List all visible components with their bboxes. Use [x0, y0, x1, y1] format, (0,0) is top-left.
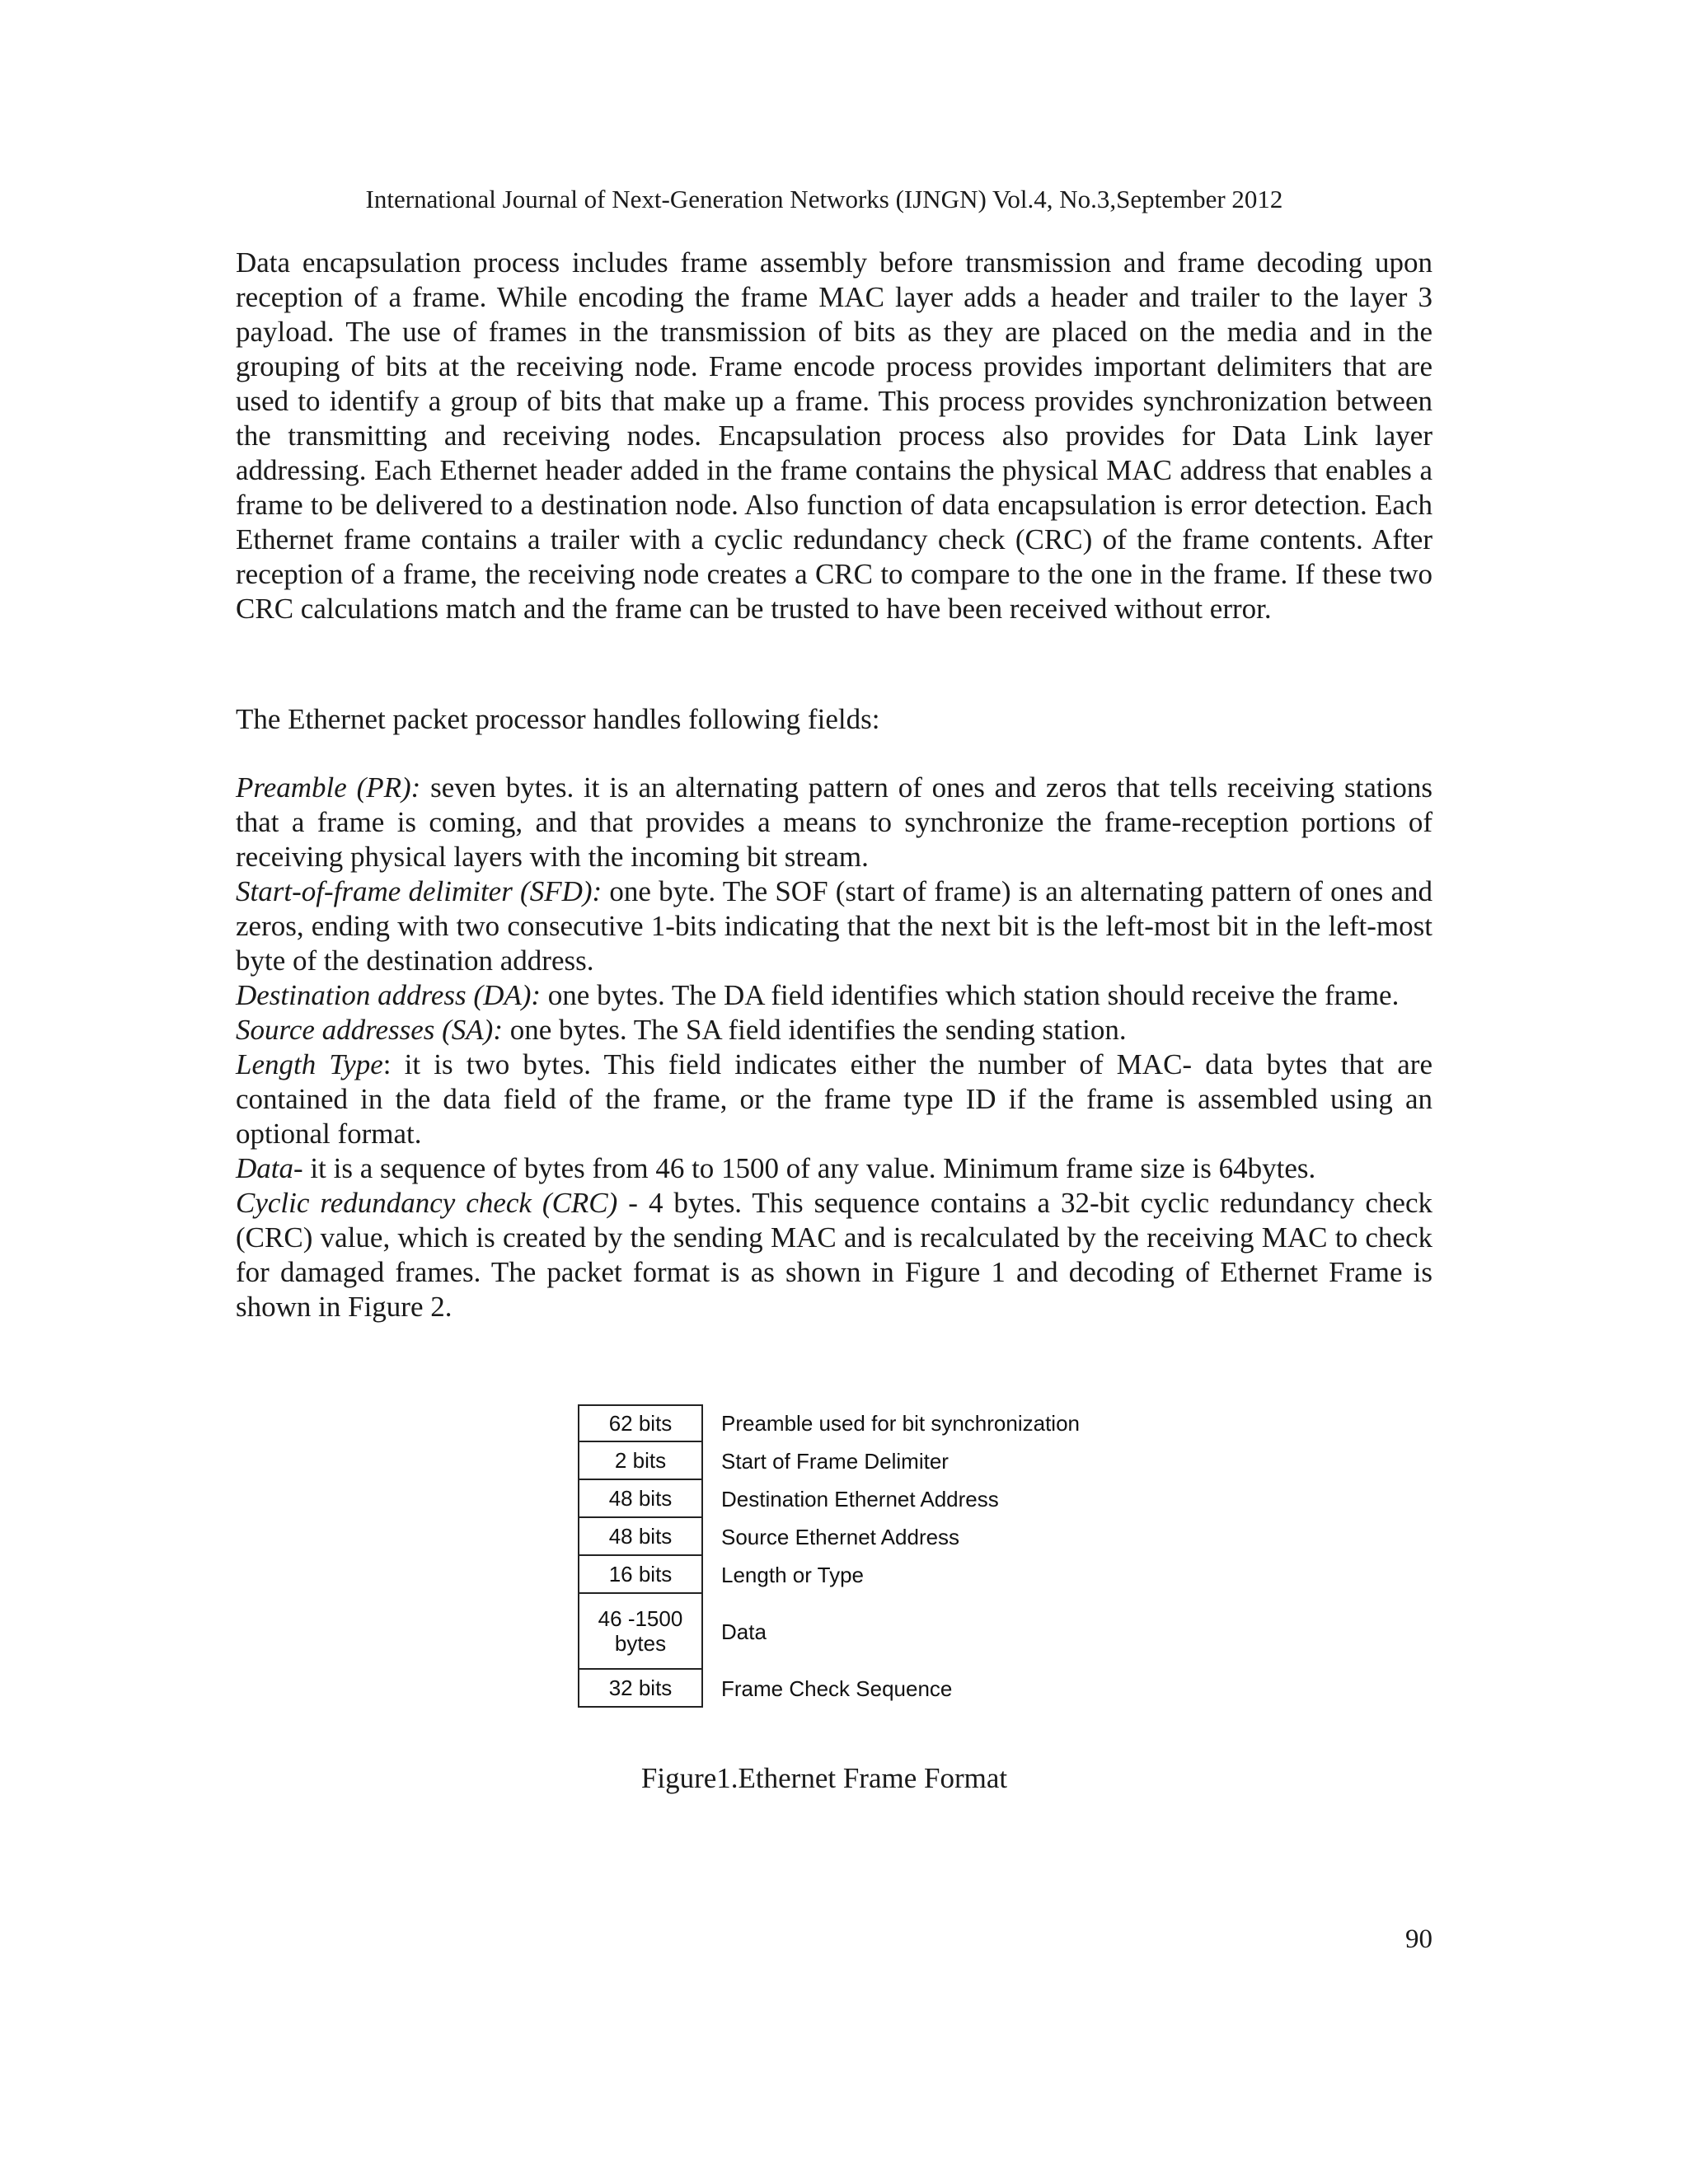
frame-row-destination [578, 1480, 1155, 1518]
paragraph-fields-intro [236, 702, 1432, 737]
ethernet-frame-figure [578, 1404, 1155, 1708]
field-description: one bytes. The SA field identifies the sending station. [503, 1014, 1127, 1046]
frame-bits-cell: 16 bits [578, 1556, 703, 1594]
field-term: Length Type [236, 1048, 383, 1080]
frame-field-label: Start of Frame Delimiter [721, 1448, 949, 1474]
frame-field-label: Frame Check Sequence [721, 1675, 953, 1701]
field-description: one byte. The SOF (start of frame) is an alternating pattern of ones and zeros, ending with two consecutive 1-bits indicating that the next bit is the left-most bit in the left-most byte of the destination address. [236, 875, 1432, 977]
field-destination-address [236, 978, 1432, 1013]
field-preamble [236, 771, 1432, 874]
frame-field-label: Destination Ethernet Address [721, 1486, 999, 1511]
paragraph-text: Data encapsulation process includes frame assembly before transmission and frame decoding upon reception of a frame. While encoding the frame MAC layer adds a header and trailer to the layer 3 payload. The use of frames in the transmission of bits as they are placed on the media and in the grouping of bits at the receiving node. Frame encode process provides important delimiters that are used to identify a group of bits that make up a frame. This process provides synchronization between the transmitting and receiving nodes. Encapsulation process also provides for Data Link layer addressing. Each Ethernet header added in the frame contains the physical MAC address that enables a frame to be delivered to a destination node. Also function of data encapsulation is error detection. Each Ethernet frame contains a trailer with a cyclic redundancy check (CRC) of the frame contents. After reception of a frame, the receiving node creates a CRC to compare to the one in the frame. If these two CRC calculations match and the frame can be trusted to have been received without error. [236, 246, 1432, 625]
paragraph-text: The Ethernet packet processor handles following fields: [236, 703, 880, 735]
field-crc [236, 1186, 1432, 1324]
frame-row-data [578, 1594, 1155, 1670]
field-description: seven bytes. it is an alternating pattern of ones and zeros that tells receiving stations that a frame is coming, and that provides a means to synchronize the frame-reception portions of receiving physical layers with the incoming bit stream. [236, 771, 1433, 873]
running-header: International Journal of Next-Generation Networks (IJNGN) Vol.4, No.3,September 2012 [365, 185, 1283, 213]
field-term: Preamble (PR): [236, 771, 421, 804]
frame-field-label: Data [721, 1619, 767, 1644]
field-definition-list [236, 771, 1432, 1324]
field-term: Start-of-frame delimiter (SFD): [236, 875, 603, 907]
field-source-address [236, 1013, 1432, 1047]
field-data [236, 1151, 1432, 1186]
frame-field-label: Preamble used for bit synchronization [721, 1410, 1081, 1436]
frame-bits-cell: 48 bits [578, 1480, 703, 1518]
field-description: - 4 bytes. This sequence contains a 32-bit cyclic redundancy check (CRC) value, which is created by the sending MAC and is recalculated by the receiving MAC to check for damaged frames. The packet format is as shown in Figure 1 and decoding of Ethernet Frame is shown in Figure 2. [236, 1187, 1433, 1323]
page-number: 90 [1405, 1924, 1432, 1954]
frame-bits-cell: 48 bits [578, 1518, 703, 1556]
frame-row-length-type [578, 1556, 1155, 1594]
field-description: it is a sequence of bytes from 46 to 1500 of any value. Minimum frame size is 64bytes. [302, 1152, 1316, 1184]
frame-field-label: Source Ethernet Address [721, 1524, 960, 1549]
frame-field-label: Length or Type [721, 1562, 864, 1587]
field-term: Source addresses (SA): [236, 1014, 503, 1046]
field-description: one bytes. The DA field identifies which station should receive the frame. [541, 979, 1400, 1011]
paragraph-encapsulation [236, 246, 1432, 626]
field-description: : it is two bytes. This field indicates either the number of MAC- data bytes that are contained in the data field of the frame, or the frame type ID if the frame is assembled using an optional format. [236, 1048, 1432, 1150]
figure-caption: Figure1.Ethernet Frame Format [640, 1762, 1008, 1794]
frame-bits-cell: 46 -1500 bytes [578, 1594, 703, 1670]
frame-bits-cell: 32 bits [578, 1670, 703, 1708]
frame-row-fcs [578, 1670, 1155, 1708]
field-term: Destination address (DA): [236, 979, 542, 1011]
frame-bits-cell: 62 bits [578, 1404, 703, 1442]
field-length-type [236, 1047, 1432, 1151]
frame-row-source [578, 1518, 1155, 1556]
field-term: Data- [236, 1152, 303, 1184]
frame-row-preamble [578, 1404, 1155, 1442]
field-sfd [236, 874, 1432, 978]
frame-row-sfd [578, 1442, 1155, 1480]
frame-bits-cell: 2 bits [578, 1442, 703, 1480]
field-term: Cyclic redundancy check (CRC) [236, 1187, 618, 1219]
